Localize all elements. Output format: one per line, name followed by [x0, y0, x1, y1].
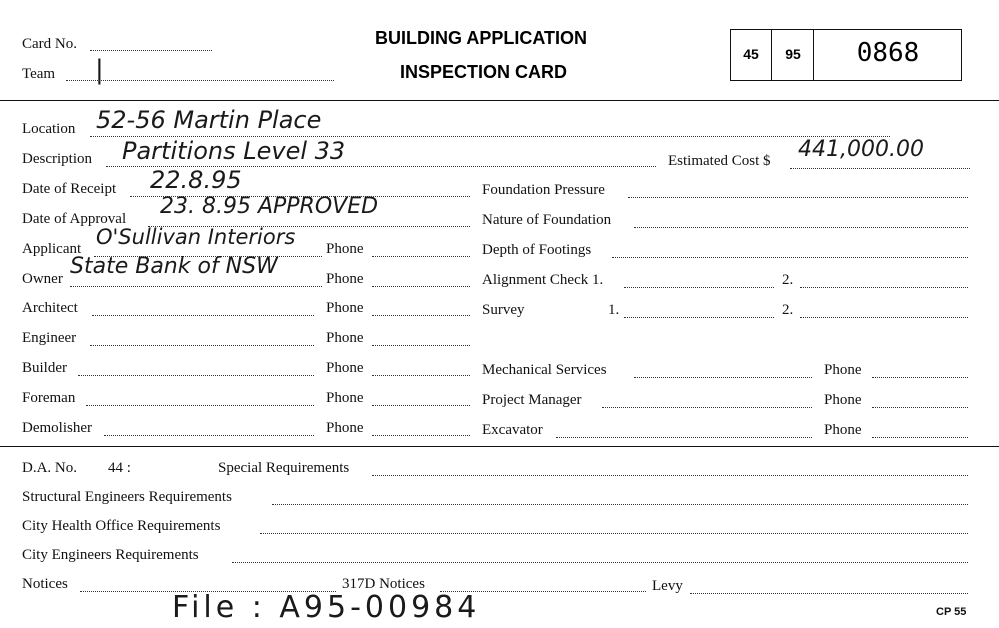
- location-label: Location: [22, 121, 76, 137]
- team-value: |: [95, 55, 104, 85]
- demolisher-label: Demolisher: [22, 420, 92, 436]
- foreman-phone-field[interactable]: [372, 405, 470, 406]
- mechanical-services-phone-field[interactable]: [872, 377, 968, 378]
- nature-of-foundation-field[interactable]: [634, 227, 968, 228]
- excavator-phone-field[interactable]: [872, 437, 968, 438]
- estimated-cost-field[interactable]: [790, 168, 970, 169]
- card-no-label: Card No.: [22, 36, 77, 52]
- builder-phone-field[interactable]: [372, 375, 470, 376]
- builder-field[interactable]: [78, 375, 314, 376]
- project-manager-field[interactable]: [602, 407, 812, 408]
- team-label: Team: [22, 66, 56, 82]
- engineer-phone-field[interactable]: [372, 345, 470, 346]
- estimated-cost-value: 441,000.00: [798, 137, 924, 162]
- levy-label: Levy: [652, 578, 683, 594]
- demolisher-field[interactable]: [104, 435, 314, 436]
- alignment-check-1-field[interactable]: [624, 287, 774, 288]
- foreman-label: Foreman: [22, 390, 76, 406]
- survey-label: Survey: [482, 302, 525, 318]
- project-manager-label: Project Manager: [482, 392, 582, 408]
- depth-of-footings-label: Depth of Footings: [482, 242, 592, 258]
- excavator-field[interactable]: [556, 437, 812, 438]
- card-no-field[interactable]: [90, 50, 212, 51]
- form-title-line2: INSPECTION CARD: [400, 62, 568, 82]
- applicant-phone-label: Phone: [326, 241, 364, 257]
- builder-label: Builder: [22, 360, 67, 376]
- structural-engineers-field[interactable]: [272, 504, 968, 505]
- mechanical-services-label: Mechanical Services: [482, 362, 607, 378]
- nature-of-foundation-label: Nature of Foundation: [482, 212, 612, 228]
- project-manager-phone-field[interactable]: [872, 407, 968, 408]
- owner-label: Owner: [22, 271, 63, 287]
- engineer-label: Engineer: [22, 330, 77, 346]
- demolisher-phone-label: Phone: [326, 420, 364, 436]
- estimated-cost-label: Estimated Cost $: [668, 153, 771, 169]
- notices-label: Notices: [22, 576, 68, 592]
- architect-field[interactable]: [92, 315, 314, 316]
- survey-2-label: 2.: [782, 302, 794, 318]
- date-of-receipt-value: 22.8.95: [150, 166, 242, 194]
- special-requirements-field[interactable]: [372, 475, 968, 476]
- da-no-label: D.A. No.: [22, 460, 77, 476]
- card-code-1: 45: [743, 46, 759, 62]
- file-reference-note: File : A95-00984: [172, 590, 481, 625]
- foreman-field[interactable]: [86, 405, 314, 406]
- foundation-pressure-label: Foundation Pressure: [482, 182, 605, 198]
- foreman-phone-label: Phone: [326, 390, 364, 406]
- divider-top: [0, 100, 999, 101]
- date-of-approval-label: Date of Approval: [22, 211, 127, 227]
- applicant-phone-field[interactable]: [372, 256, 470, 257]
- survey-1-label: 1.: [608, 302, 620, 318]
- engineer-field[interactable]: [90, 345, 314, 346]
- special-requirements-label: Special Requirements: [218, 460, 350, 476]
- card-code-2: 95: [785, 46, 801, 62]
- form-code: CP 55: [936, 606, 967, 618]
- mechanical-services-field[interactable]: [634, 377, 812, 378]
- architect-label: Architect: [22, 300, 78, 316]
- team-field[interactable]: [66, 80, 334, 81]
- survey-1-field[interactable]: [624, 317, 774, 318]
- applicant-label: Applicant: [22, 241, 82, 257]
- divider-bottom: [0, 446, 999, 447]
- survey-2-field[interactable]: [800, 317, 968, 318]
- owner-value: State Bank of NSW: [70, 254, 278, 279]
- owner-phone-field[interactable]: [372, 286, 470, 287]
- card-number-box: [730, 29, 962, 81]
- city-engineers-label: City Engineers Requirements: [22, 547, 199, 563]
- alignment-check-label: Alignment Check 1.: [482, 272, 604, 288]
- architect-phone-label: Phone: [326, 300, 364, 316]
- city-health-field[interactable]: [260, 533, 968, 534]
- owner-phone-label: Phone: [326, 271, 364, 287]
- alignment-check-2-field[interactable]: [800, 287, 968, 288]
- description-value: Partitions Level 33: [122, 137, 346, 165]
- levy-field[interactable]: [690, 593, 968, 594]
- location-value: 52-56 Martin Place: [96, 106, 322, 134]
- owner-field[interactable]: [70, 286, 322, 287]
- project-manager-phone-label: Phone: [824, 392, 862, 408]
- city-engineers-field[interactable]: [232, 562, 968, 563]
- card-number: 0868: [856, 38, 920, 68]
- structural-engineers-label: Structural Engineers Requirements: [22, 489, 232, 505]
- city-health-label: City Health Office Requirements: [22, 518, 221, 534]
- form-title-line1: BUILDING APPLICATION: [375, 28, 587, 48]
- date-of-receipt-label: Date of Receipt: [22, 181, 117, 197]
- da-no-value: 44 :: [108, 460, 131, 476]
- excavator-phone-label: Phone: [824, 422, 862, 438]
- demolisher-phone-field[interactable]: [372, 435, 470, 436]
- engineer-phone-label: Phone: [326, 330, 364, 346]
- date-of-approval-value: 23. 8.95 APPROVED: [160, 194, 379, 219]
- builder-phone-label: Phone: [326, 360, 364, 376]
- architect-phone-field[interactable]: [372, 315, 470, 316]
- alignment-check-2-label: 2.: [782, 272, 794, 288]
- applicant-value: O'Sullivan Interiors: [96, 225, 296, 249]
- description-label: Description: [22, 151, 92, 167]
- excavator-label: Excavator: [482, 422, 543, 438]
- depth-of-footings-field[interactable]: [612, 257, 968, 258]
- mechanical-services-phone-label: Phone: [824, 362, 862, 378]
- foundation-pressure-field[interactable]: [628, 197, 968, 198]
- notices-317d-label: 317D Notices: [342, 576, 425, 592]
